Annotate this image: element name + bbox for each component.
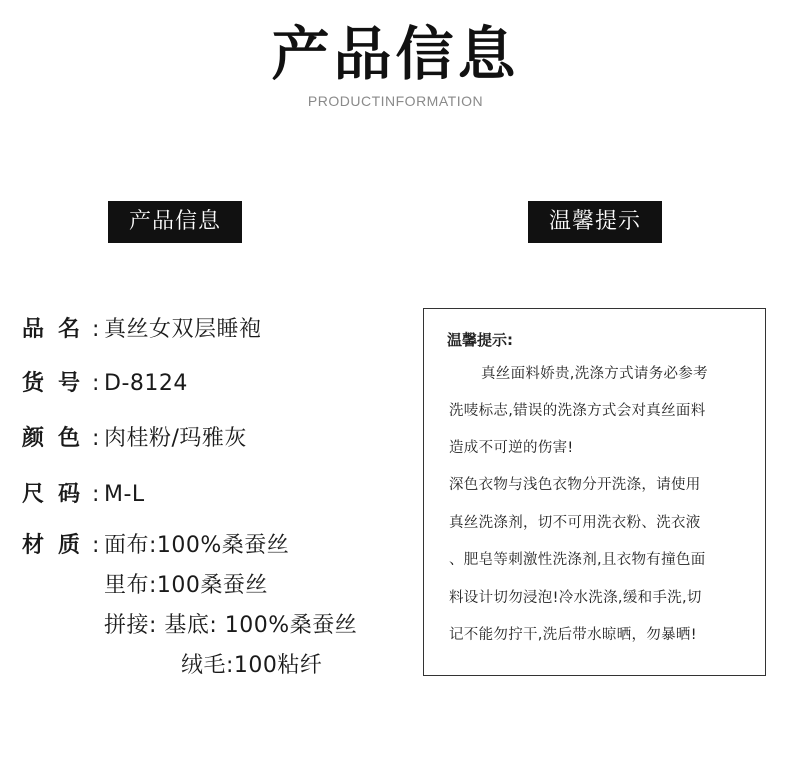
spec-value-size: M-L: [104, 482, 145, 507]
spec-key-size: 尺 码: [22, 482, 81, 507]
care-notice-box: [423, 308, 766, 676]
product-info-label: 产品信息: [108, 201, 242, 243]
notice-line: 、肥皂等刺激性洗涤剂,且衣物有撞色面: [449, 552, 706, 568]
spec-value-material: 面布:100%桑蚕丝: [104, 533, 290, 558]
notice-line: 造成不可逆的伤害!: [449, 440, 574, 456]
notice-line: 洗唛标志,错误的洗涤方式会对真丝面料: [449, 403, 706, 419]
spec-key-sku: 货 号: [22, 371, 81, 396]
notice-line: 料设计切勿浸泡!冷水洗涤,缓和手洗,切: [449, 590, 702, 606]
spec-row-sku: [22, 369, 188, 399]
spec-material-splice: 拼接: 基底: 100%桑蚕丝: [104, 613, 358, 638]
spec-row-material: [22, 531, 289, 561]
spec-key-material: 材 质: [22, 533, 81, 558]
notice-line: 记不能勿拧干,洗后带水晾晒，勿暴晒!: [449, 627, 697, 643]
spec-colon: :: [92, 533, 100, 558]
spec-value-sku: D-8124: [104, 371, 188, 396]
spec-value-name: 真丝女双层睡袍: [104, 317, 262, 342]
page-subtitle: PRODUCTINFORMATION: [307, 93, 484, 109]
notice-line: 真丝洗涤剂，切不可用洗衣粉、洗衣液: [449, 515, 701, 531]
spec-key-name: 品 名: [22, 317, 81, 342]
notice-line: 真丝面料娇贵,洗涤方式请务必参考: [481, 366, 708, 382]
spec-row-name: [22, 315, 262, 345]
spec-colon: :: [92, 317, 100, 342]
notice-line: 深色衣物与浅色衣物分开洗涤，请使用: [449, 477, 701, 493]
spec-colon: :: [92, 426, 100, 451]
spec-key-color: 颜 色: [22, 426, 81, 451]
notice-title: 温馨提示:: [447, 331, 513, 349]
spec-colon: :: [92, 482, 100, 507]
spec-value-color: 肉桂粉/玛雅灰: [104, 426, 247, 451]
spec-row-color: [22, 424, 247, 454]
spec-material-lining: 里布:100桑蚕丝: [104, 573, 268, 598]
spec-row-size: [22, 480, 145, 510]
spec-material-pile: 绒毛:100粘纤: [181, 653, 323, 678]
page-title: 产品信息: [271, 20, 520, 88]
spec-colon: :: [92, 371, 100, 396]
warm-tips-label: 温馨提示: [528, 201, 662, 243]
